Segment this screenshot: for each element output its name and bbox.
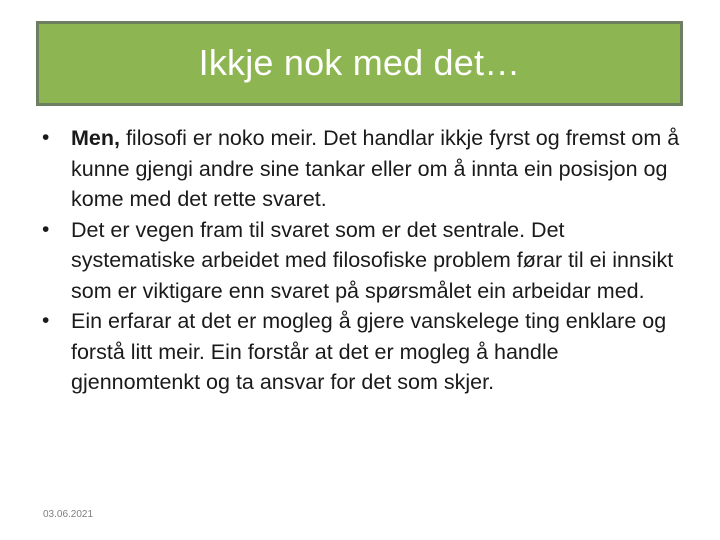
bullet-icon: • xyxy=(42,126,50,149)
bullet-item xyxy=(42,123,692,215)
title-banner xyxy=(36,21,683,106)
slide-title: Ikkje nok med det… xyxy=(198,41,521,83)
bullet-icon: • xyxy=(42,309,50,332)
bullet-lead: Men, xyxy=(71,126,120,150)
bullet-text: Ein erfarar at det er mogleg å gjere vanskelege ting enklare og forstå litt meir. Ein forstår at det er mogleg å handle gjennomtenkt og ta ansvar for det som skjer. xyxy=(71,309,667,394)
bullet-list xyxy=(42,123,692,398)
bullet-text: filosofi er noko meir. Det handlar ikkje fyrst og fremst om å kunne gjengi andre sine tankar eller om å innta ein posisjon og kome med det rette svaret. xyxy=(71,126,680,211)
bullet-text: Det er vegen fram til svaret som er det sentrale. Det systematiske arbeidet med filosofiske problem førar til ei innsikt som er viktigare enn svaret på spørsmålet ein arbeidar med. xyxy=(71,217,674,303)
slide-date: 03.06.2021 xyxy=(43,509,94,520)
bullet-icon: • xyxy=(42,217,50,241)
bullet-item xyxy=(42,215,692,307)
bullet-item xyxy=(42,306,692,398)
